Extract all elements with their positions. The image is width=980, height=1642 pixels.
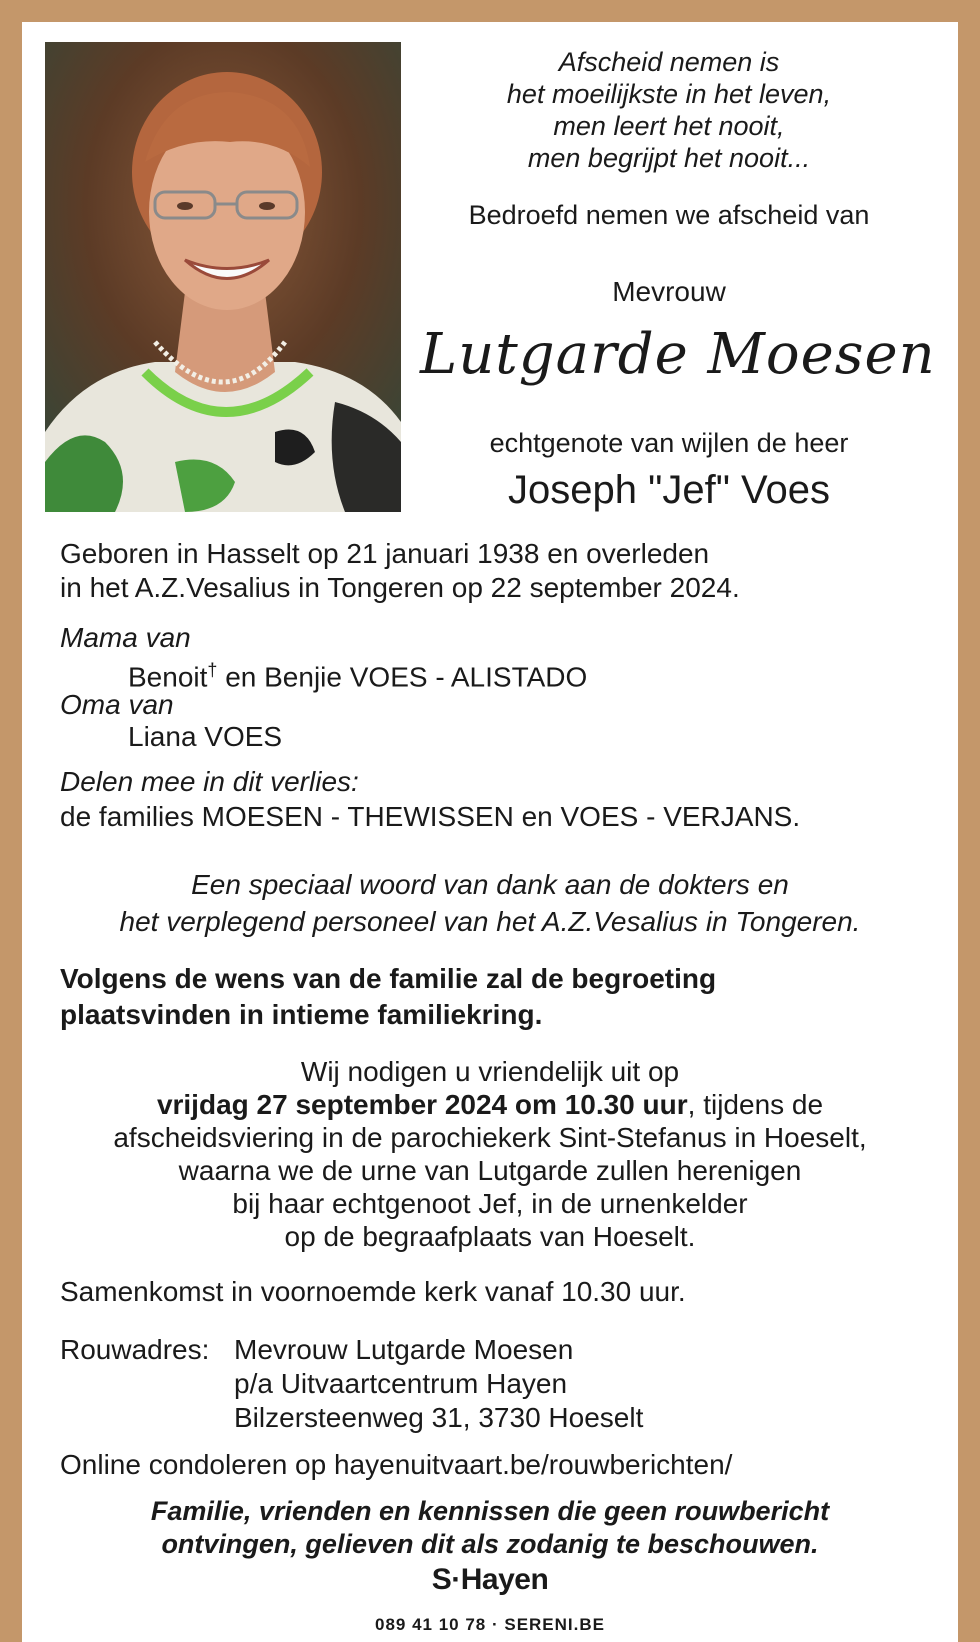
closing-line: ontvingen, gelieven dit als zodanig te beschouwen. <box>161 1529 819 1559</box>
gathering-text: Samenkomst in voornoemde kerk vanaf 10.30 uur. <box>60 1276 686 1307</box>
birth-line: in het A.Z.Vesalius in Tongeren op 22 september 2024. <box>60 572 740 603</box>
spouse-name: Joseph "Jef" Voes <box>508 468 830 512</box>
invite-line: Wij nodigen u vriendelijk uit op <box>300 1056 680 1087</box>
footer-contact: 089 41 10 78 · SERENI.BE <box>314 1607 666 1642</box>
closing-line: Familie, vrienden en kennissen die geen rouwbericht <box>150 1496 830 1526</box>
invite-line <box>40 1088 940 1121</box>
address-label: Rouwadres: <box>60 1334 210 1365</box>
title-text: Mevrouw <box>612 276 726 307</box>
invite-line-rest: , tijdens de <box>687 1089 824 1120</box>
share-label: Delen mee in dit verlies: <box>60 766 359 797</box>
poem <box>430 46 908 174</box>
invite-line: waarna we de urne van Lutgarde zullen herenigen <box>178 1155 802 1186</box>
portrait-photo <box>45 42 401 512</box>
mama-names <box>128 653 587 694</box>
invite-line: afscheidsviering in de parochiekerk Sint-Stefanus in Hoeselt, <box>113 1122 867 1153</box>
spouse-intro: echtgenote van wijlen de heer <box>489 428 849 458</box>
thanks-text <box>40 866 940 940</box>
deceased-cross: † <box>207 660 218 680</box>
invite-line: bij haar echtgenoot Jef, in de urnenkelder <box>232 1188 748 1219</box>
poem-line: men begrijpt het nooit... <box>527 143 811 173</box>
invitation <box>40 1055 940 1253</box>
address-line: p/a Uitvaartcentrum Hayen <box>234 1368 568 1399</box>
oma-names: Liana VOES <box>128 721 283 752</box>
closing-note <box>40 1495 940 1561</box>
address-line: Mevrouw Lutgarde Moesen <box>234 1334 574 1365</box>
poem-line: het moeilijkste in het leven, <box>506 79 832 109</box>
oma-label: Oma van <box>60 689 174 720</box>
intro-text: Bedroefd nemen we afscheid van <box>468 200 870 230</box>
deceased-name: Lutgarde Moesen <box>420 322 936 387</box>
invite-line: op de begraafplaats van Hoeselt. <box>284 1221 696 1252</box>
mama-label: Mama van <box>60 622 191 653</box>
address-line: Bilzersteenweg 31, 3730 Hoeselt <box>234 1402 644 1433</box>
invite-date: vrijdag 27 september 2024 om 10.30 uur <box>156 1089 688 1120</box>
wish-line: Volgens de wens van de familie zal de begroeting <box>60 963 717 994</box>
poem-line: Afscheid nemen is <box>558 47 780 77</box>
poem-line: men leert het nooit, <box>553 111 785 141</box>
child-name: en Benjie VOES - ALISTADO <box>217 661 588 693</box>
thanks-line: het verplegend personeel van het A.Z.Vesalius in Tongeren. <box>119 906 861 937</box>
wish-line: plaatsvinden in intieme familiekring. <box>60 999 543 1030</box>
portrait-illustration <box>45 42 401 512</box>
funeral-home-logo: S·Hayen <box>431 1563 549 1596</box>
share-families: de families MOESEN - THEWISSEN en VOES - VERJANS. <box>60 801 801 832</box>
online-condolences: Online condoleren op hayenuitvaart.be/rouwberichten/ <box>60 1449 733 1480</box>
birth-line: Geboren in Hasselt op 21 januari 1938 en overleden <box>60 538 710 569</box>
child-name: Benoit <box>128 661 208 693</box>
thanks-line: Een speciaal woord van dank aan de dokters en <box>191 869 789 900</box>
